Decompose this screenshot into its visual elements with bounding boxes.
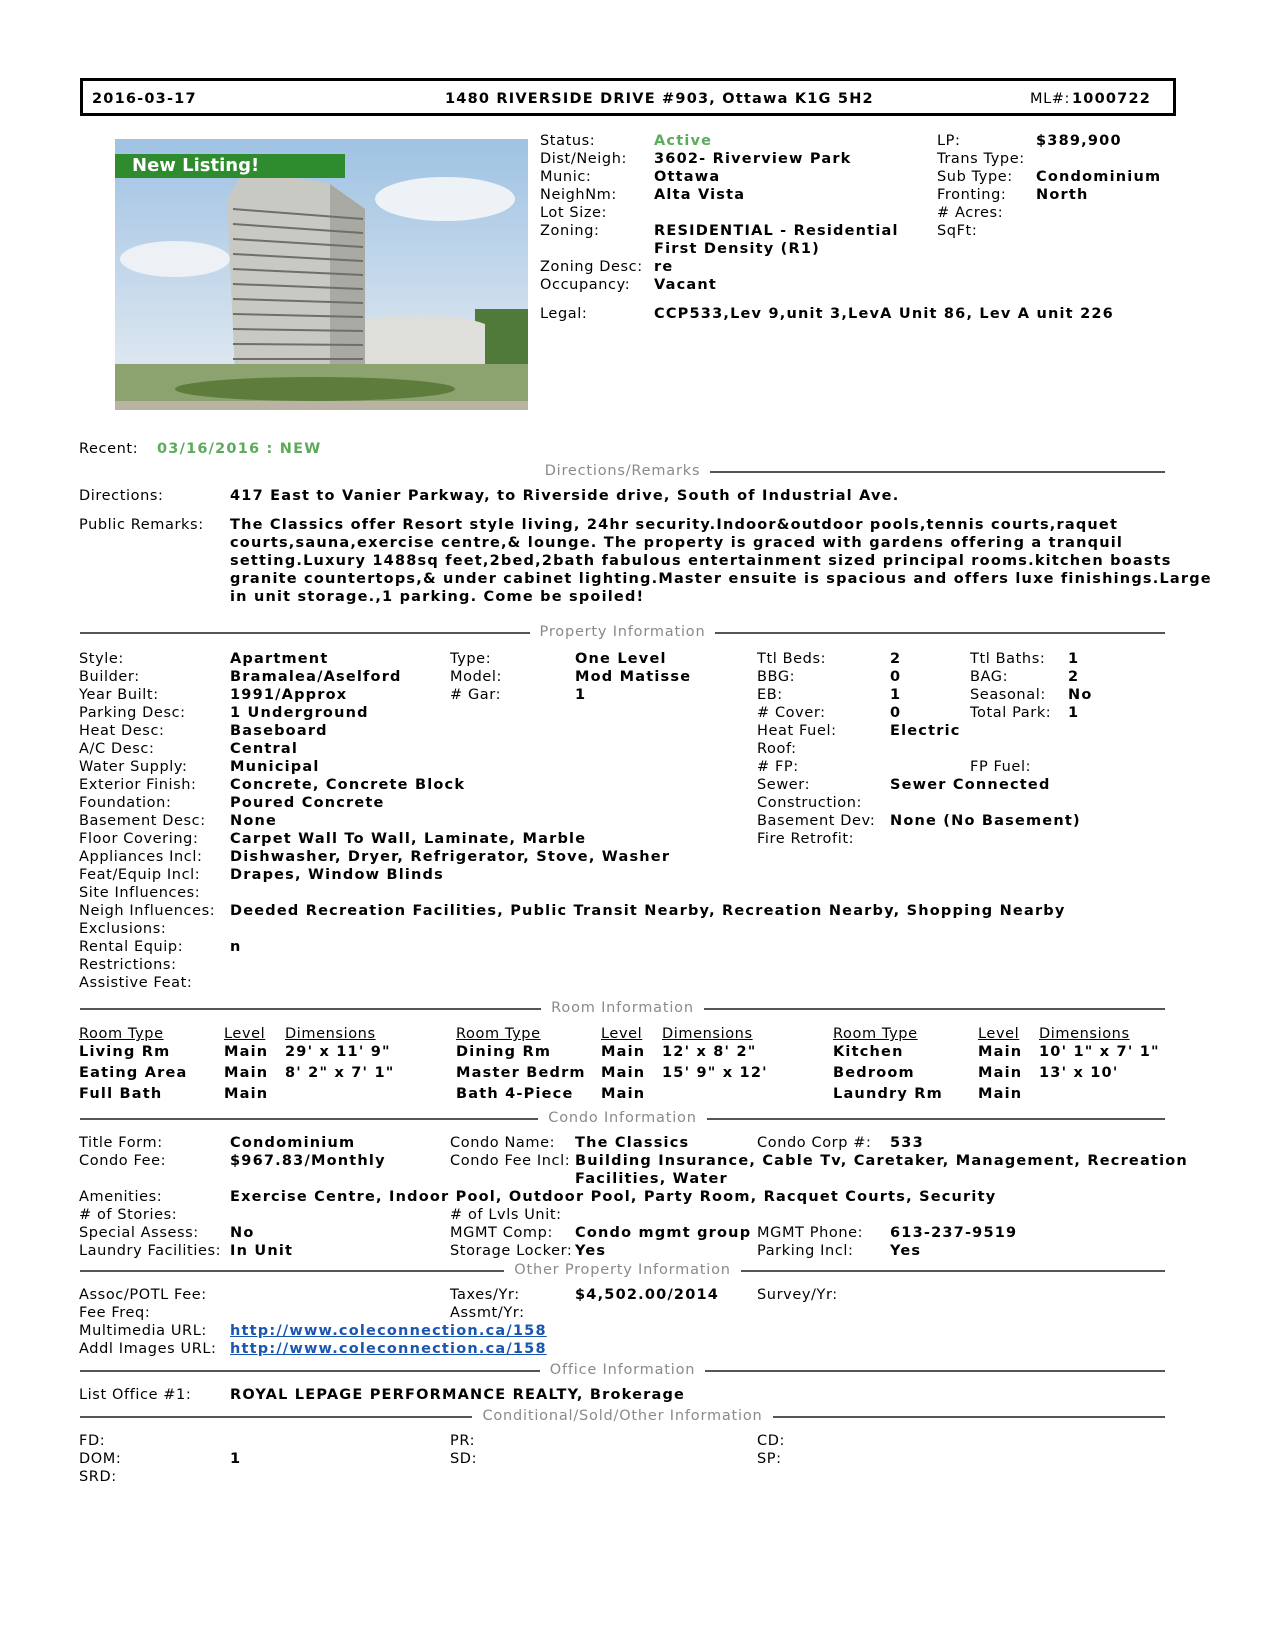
exterior-finish-label: Exterior Finish: <box>79 777 197 793</box>
parking-incl-label: Parking Incl: <box>757 1243 854 1259</box>
year-built-label: Year Built: <box>79 687 159 703</box>
condo-fee-incl-label: Condo Fee Incl: <box>450 1153 571 1169</box>
multimedia-url-label: Multimedia URL: <box>79 1323 207 1339</box>
taxes-label: Taxes/Yr: <box>450 1287 520 1303</box>
neighnm-value: Alta Vista <box>654 187 746 203</box>
seasonal-label: Seasonal: <box>970 687 1046 703</box>
heat-desc-value: Baseboard <box>230 723 328 739</box>
basement-dev-label: Basement Dev: <box>757 813 876 829</box>
room-type-header: Room Type <box>833 1026 918 1042</box>
section-condo-title: Condo Information <box>538 1110 706 1126</box>
condo-fee-label: Condo Fee: <box>79 1153 167 1169</box>
taxes-value: $4,502.00/2014 <box>575 1287 720 1303</box>
section-property-title: Property Information <box>530 624 716 640</box>
neigh-influences-label: Neigh Influences: <box>79 903 216 919</box>
basement-dev-value: None (No Basement) <box>890 813 1081 829</box>
type-label: Type: <box>450 651 492 667</box>
recent-value: 03/16/2016 : NEW <box>157 441 322 457</box>
room-dimensions: 8' 2" x 7' 1" <box>285 1065 395 1081</box>
section-conditional <box>80 1406 1165 1426</box>
sub-type-label: Sub Type: <box>937 169 1013 185</box>
ttl-beds-label: Ttl Beds: <box>757 651 827 667</box>
condo-fee-incl-value-line2: Facilities, Water <box>575 1171 728 1187</box>
year-built-value: 1991/Approx <box>230 687 348 703</box>
sewer-label: Sewer: <box>757 777 811 793</box>
room-type: Eating Area <box>79 1065 188 1081</box>
heat-desc-label: Heat Desc: <box>79 723 165 739</box>
room-dimensions: 10' 1" x 7' 1" <box>1039 1044 1160 1060</box>
remarks-label: Public Remarks: <box>79 517 204 533</box>
lp-value: $389,900 <box>1036 133 1122 149</box>
section-room-title: Room Information <box>541 1000 704 1016</box>
zoning-label: Zoning: <box>540 223 600 239</box>
construction-label: Construction: <box>757 795 863 811</box>
ttl-baths-value: 1 <box>1068 651 1080 667</box>
survey-label: Survey/Yr: <box>757 1287 838 1303</box>
fronting-value: North <box>1036 187 1089 203</box>
status-value: Active <box>654 133 713 149</box>
ttl-beds-value: 2 <box>890 651 902 667</box>
parking-desc-label: Parking Desc: <box>79 705 186 721</box>
restrictions-label: Restrictions: <box>79 957 177 973</box>
condo-corp-value: 533 <box>890 1135 924 1151</box>
srd-label: SRD: <box>79 1469 117 1485</box>
bbg-value: 0 <box>890 669 902 685</box>
total-park-label: Total Park: <box>970 705 1052 721</box>
sewer-value: Sewer Connected <box>890 777 1051 793</box>
floor-covering-label: Floor Covering: <box>79 831 199 847</box>
ac-desc-label: A/C Desc: <box>79 741 155 757</box>
building-image <box>115 139 528 410</box>
exterior-finish-value: Concrete, Concrete Block <box>230 777 466 793</box>
addl-images-url-label: Addl Images URL: <box>79 1341 217 1357</box>
section-room <box>80 998 1165 1018</box>
total-park-value: 1 <box>1068 705 1080 721</box>
garage-label: # Gar: <box>450 687 502 703</box>
dimensions-header: Dimensions <box>1039 1026 1130 1042</box>
heat-fuel-value: Electric <box>890 723 961 739</box>
recent-label: Recent: <box>79 441 139 457</box>
room-type: Living Rm <box>79 1044 171 1060</box>
room-dimensions: 15' 9" x 12' <box>662 1065 768 1081</box>
parking-incl-value: Yes <box>890 1243 922 1259</box>
room-level: Main <box>978 1044 1023 1060</box>
fronting-label: Fronting: <box>937 187 1007 203</box>
style-label: Style: <box>79 651 124 667</box>
multimedia-url-link[interactable]: http://www.coleconnection.ca/158 <box>230 1323 547 1339</box>
eb-label: EB: <box>757 687 783 703</box>
fd-label: FD: <box>79 1433 106 1449</box>
room-level: Main <box>601 1044 646 1060</box>
neighnm-label: NeighNm: <box>540 187 617 203</box>
storage-locker-label: Storage Locker: <box>450 1243 573 1259</box>
ttl-baths-label: Ttl Baths: <box>970 651 1046 667</box>
munic-label: Munic: <box>540 169 592 185</box>
remarks-line: courts,sauna,exercise centre,& lounge. The property is graced with gardens offering a tranquil <box>230 535 1124 551</box>
acres-label: # Acres: <box>937 205 1004 221</box>
room-level: Main <box>978 1086 1023 1102</box>
roof-label: Roof: <box>757 741 797 757</box>
exclusions-label: Exclusions: <box>79 921 167 937</box>
section-office-title: Office Information <box>540 1362 706 1378</box>
amenities-value: Exercise Centre, Indoor Pool, Outdoor Pool, Party Room, Racquet Courts, Security <box>230 1189 997 1205</box>
model-label: Model: <box>450 669 503 685</box>
assistive-feat-label: Assistive Feat: <box>79 975 193 991</box>
condo-fee-value: $967.83/Monthly <box>230 1153 386 1169</box>
room-level: Main <box>224 1065 269 1081</box>
builder-value: Bramalea/Aselford <box>230 669 402 685</box>
feat-equip-value: Drapes, Window Blinds <box>230 867 444 883</box>
mgmt-comp-value: Condo mgmt group <box>575 1225 752 1241</box>
site-influences-label: Site Influences: <box>79 885 201 901</box>
lvls-unit-label: # of Lvls Unit: <box>450 1207 562 1223</box>
assoc-fee-label: Assoc/POTL Fee: <box>79 1287 207 1303</box>
room-level: Main <box>601 1086 646 1102</box>
storage-locker-value: Yes <box>575 1243 607 1259</box>
remarks-line: granite countertops,& under cabinet lighting.Master ensuite is spacious and offers luxe finishings.Large <box>230 571 1212 587</box>
sqft-label: SqFt: <box>937 223 978 239</box>
type-value: One Level <box>575 651 667 667</box>
ac-desc-value: Central <box>230 741 299 757</box>
floor-covering-value: Carpet Wall To Wall, Laminate, Marble <box>230 831 587 847</box>
room-type: Full Bath <box>79 1086 163 1102</box>
assmt-label: Assmt/Yr: <box>450 1305 525 1321</box>
garage-value: 1 <box>575 687 587 703</box>
occupancy-label: Occupancy: <box>540 277 631 293</box>
feat-equip-label: Feat/Equip Incl: <box>79 867 201 883</box>
dist-value: 3602- Riverview Park <box>654 151 852 167</box>
room-type: Master Bedrm <box>456 1065 586 1081</box>
occupancy-value: Vacant <box>654 277 718 293</box>
fee-freq-label: Fee Freq: <box>79 1305 151 1321</box>
basement-desc-value: None <box>230 813 278 829</box>
dom-value: 1 <box>230 1451 242 1467</box>
remarks-line: setting.Luxury 1488sq feet,2bed,2bath fabulous entertainment sized principal rooms.kitchen boasts <box>230 553 1172 569</box>
list-office-value: ROYAL LEPAGE PERFORMANCE REALTY, Brokerage <box>230 1387 686 1403</box>
water-supply-label: Water Supply: <box>79 759 188 775</box>
room-type-header: Room Type <box>456 1026 541 1042</box>
sp-label: SP: <box>757 1451 782 1467</box>
new-listing-banner: New Listing! <box>115 154 345 178</box>
sd-label: SD: <box>450 1451 478 1467</box>
legal-value: CCP533,Lev 9,unit 3,LevA Unit 86, Lev A unit 226 <box>654 306 1114 322</box>
mgmt-phone-value: 613-237-9519 <box>890 1225 1018 1241</box>
parking-desc-value: 1 Underground <box>230 705 369 721</box>
list-office-label: List Office #1: <box>79 1387 192 1403</box>
basement-desc-label: Basement Desc: <box>79 813 206 829</box>
zoning-value: RESIDENTIAL - Residential <box>654 223 899 239</box>
room-level: Main <box>224 1044 269 1060</box>
room-dimensions: 12' x 8' 2" <box>662 1044 757 1060</box>
water-supply-value: Municipal <box>230 759 320 775</box>
munic-value: Ottawa <box>654 169 721 185</box>
amenities-label: Amenities: <box>79 1189 163 1205</box>
fp-fuel-label: FP Fuel: <box>970 759 1032 775</box>
section-other-title: Other Property Information <box>504 1262 740 1278</box>
foundation-value: Poured Concrete <box>230 795 385 811</box>
fp-label: # FP: <box>757 759 799 775</box>
title-form-label: Title Form: <box>79 1135 163 1151</box>
sub-type-value: Condominium <box>1036 169 1162 185</box>
level-header: Level <box>224 1026 266 1042</box>
addl-images-url-link[interactable]: http://www.coleconnection.ca/158 <box>230 1341 547 1357</box>
status-label: Status: <box>540 133 596 149</box>
section-property <box>80 622 1165 642</box>
trans-type-label: Trans Type: <box>937 151 1025 167</box>
room-type-header: Room Type <box>79 1026 164 1042</box>
listing-address: 1480 RIVERSIDE DRIVE #903, Ottawa K1G 5H2 <box>445 91 874 107</box>
laundry-value: In Unit <box>230 1243 294 1259</box>
condo-name-value: The Classics <box>575 1135 690 1151</box>
dist-label: Dist/Neigh: <box>540 151 627 167</box>
builder-label: Builder: <box>79 669 140 685</box>
lp-label: LP: <box>937 133 961 149</box>
rental-equip-value: n <box>230 939 242 955</box>
mgmt-phone-label: MGMT Phone: <box>757 1225 864 1241</box>
foundation-label: Foundation: <box>79 795 172 811</box>
remarks-line: in unit storage.,1 parking. Come be spoiled! <box>230 589 645 605</box>
rental-equip-label: Rental Equip: <box>79 939 184 955</box>
property-photo[interactable] <box>115 139 528 410</box>
room-type: Dining Rm <box>456 1044 552 1060</box>
zoning-desc-value: re <box>654 259 674 275</box>
room-dimensions: 13' x 10' <box>1039 1065 1119 1081</box>
bag-label: BAG: <box>970 669 1009 685</box>
room-type: Bath 4-Piece <box>456 1086 574 1102</box>
appliances-label: Appliances Incl: <box>79 849 203 865</box>
dimensions-header: Dimensions <box>662 1026 753 1042</box>
level-header: Level <box>978 1026 1020 1042</box>
condo-fee-incl-value: Building Insurance, Cable Tv, Caretaker, Management, Recreation <box>575 1153 1188 1169</box>
room-level: Main <box>224 1086 269 1102</box>
room-level: Main <box>978 1065 1023 1081</box>
bbg-label: BBG: <box>757 669 796 685</box>
directions-value: 417 East to Vanier Parkway, to Riverside drive, South of Industrial Ave. <box>230 488 900 504</box>
laundry-label: Laundry Facilities: <box>79 1243 222 1259</box>
condo-corp-label: Condo Corp #: <box>757 1135 872 1151</box>
cover-label: # Cover: <box>757 705 826 721</box>
section-conditional-title: Conditional/Sold/Other Information <box>472 1408 772 1424</box>
neigh-influences-value: Deeded Recreation Facilities, Public Transit Nearby, Recreation Nearby, Shopping Nearby <box>230 903 1066 919</box>
level-header: Level <box>601 1026 643 1042</box>
dimensions-header: Dimensions <box>285 1026 376 1042</box>
cover-value: 0 <box>890 705 902 721</box>
dom-label: DOM: <box>79 1451 122 1467</box>
room-type: Laundry Rm <box>833 1086 943 1102</box>
directions-label: Directions: <box>79 488 164 504</box>
room-dimensions: 29' x 11' 9" <box>285 1044 391 1060</box>
legal-label: Legal: <box>540 306 588 322</box>
section-directions <box>80 461 1165 481</box>
section-condo <box>80 1108 1165 1128</box>
zoning-value-line2: First Density (R1) <box>654 241 820 257</box>
mls-label: ML#: <box>1030 91 1071 107</box>
eb-value: 1 <box>890 687 902 703</box>
mgmt-comp-label: MGMT Comp: <box>450 1225 553 1241</box>
room-type: Bedroom <box>833 1065 915 1081</box>
bag-value: 2 <box>1068 669 1080 685</box>
fire-retrofit-label: Fire Retrofit: <box>757 831 855 847</box>
title-form-value: Condominium <box>230 1135 356 1151</box>
heat-fuel-label: Heat Fuel: <box>757 723 837 739</box>
remarks-line: The Classics offer Resort style living, 24hr security.Indoor&outdoor pools,tennis courts,raquet <box>230 517 1119 533</box>
style-value: Apartment <box>230 651 329 667</box>
room-type: Kitchen <box>833 1044 904 1060</box>
appliances-value: Dishwasher, Dryer, Refrigerator, Stove, Washer <box>230 849 671 865</box>
pr-label: PR: <box>450 1433 476 1449</box>
listing-date: 2016-03-17 <box>92 91 197 107</box>
section-office <box>80 1360 1165 1380</box>
cd-label: CD: <box>757 1433 785 1449</box>
stories-label: # of Stories: <box>79 1207 178 1223</box>
mls-number: 1000722 <box>1072 91 1152 107</box>
section-other <box>80 1260 1165 1280</box>
section-directions-title: Directions/Remarks <box>535 463 711 479</box>
special-assess-value: No <box>230 1225 255 1241</box>
lotsize-label: Lot Size: <box>540 205 608 221</box>
seasonal-value: No <box>1068 687 1093 703</box>
special-assess-label: Special Assess: <box>79 1225 199 1241</box>
model-value: Mod Matisse <box>575 669 692 685</box>
room-level: Main <box>601 1065 646 1081</box>
zoning-desc-label: Zoning Desc: <box>540 259 643 275</box>
condo-name-label: Condo Name: <box>450 1135 556 1151</box>
